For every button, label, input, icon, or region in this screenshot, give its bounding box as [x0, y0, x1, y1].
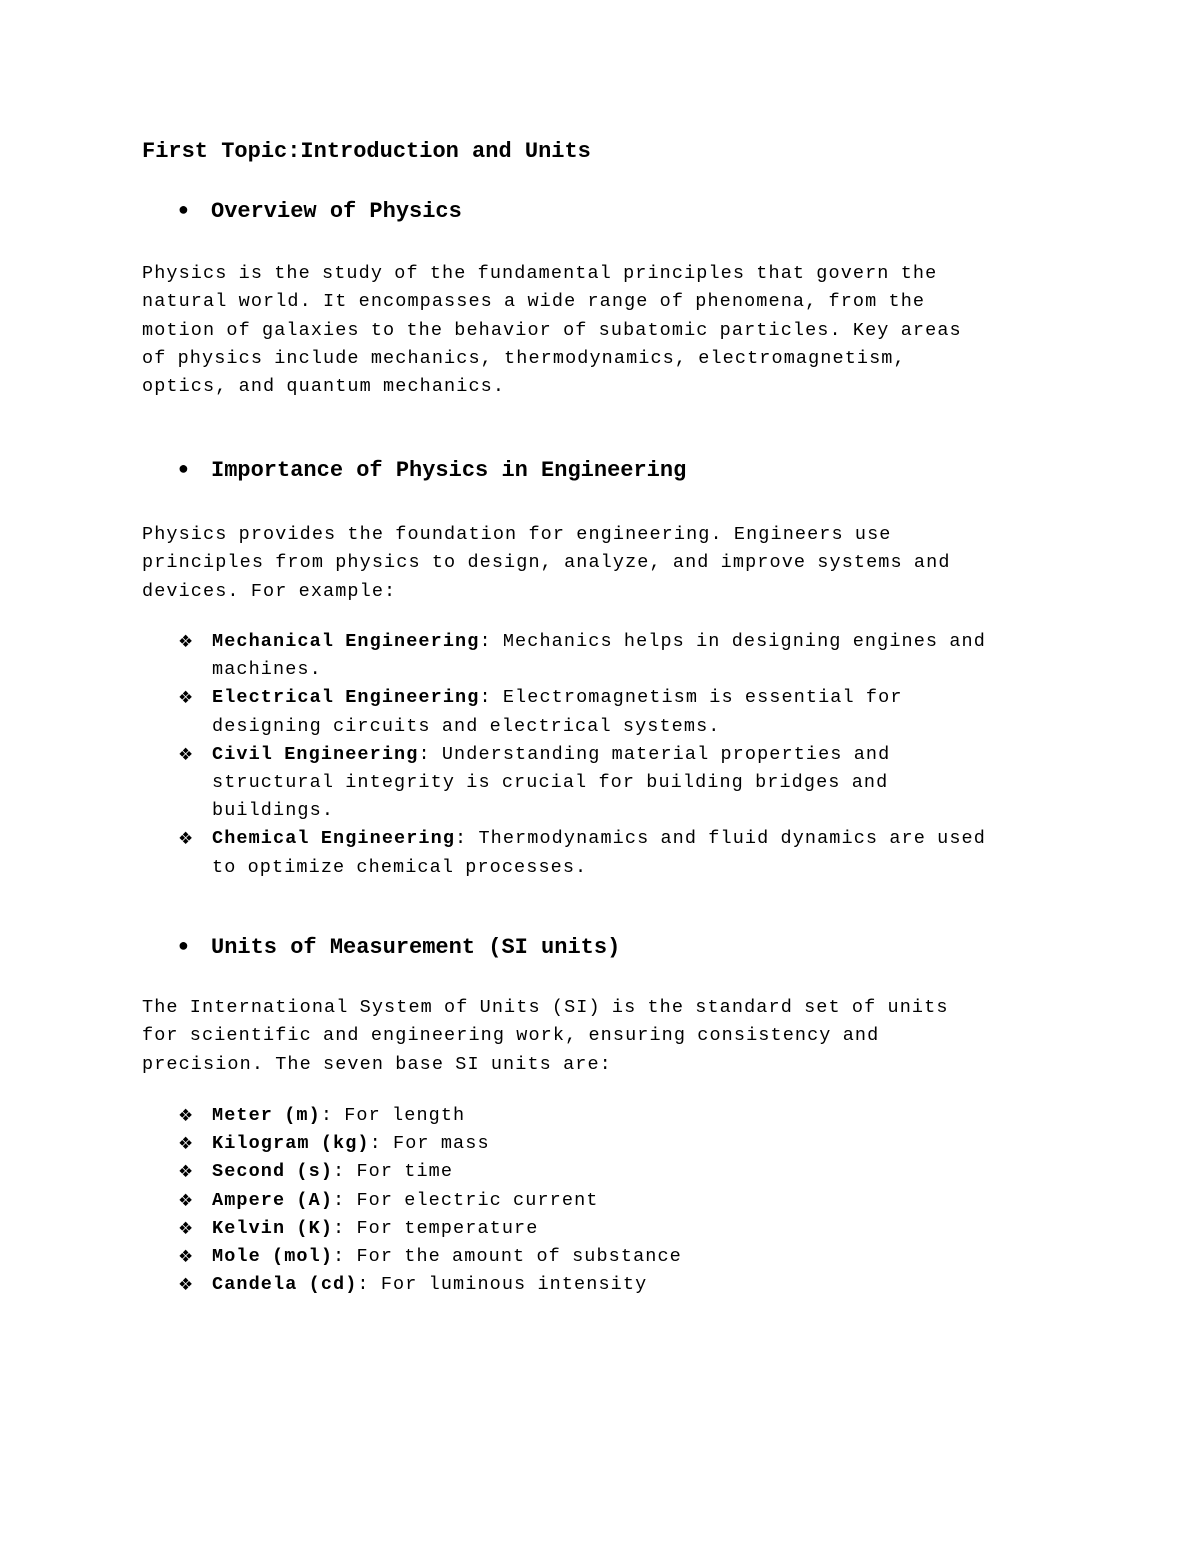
diamond-bullet-icon: ❖ [178, 1247, 194, 1268]
diamond-bullet-icon: ❖ [178, 1275, 194, 1296]
section-heading-units [178, 935, 620, 960]
item-term: Kilogram (kg) [212, 1133, 370, 1155]
item-text: For temperature [356, 1217, 539, 1239]
diamond-bullet-icon: ❖ [178, 1218, 194, 1239]
list-item: ❖ Mechanical Engineering: Mechanics helps in designing engines and machines. [178, 628, 986, 684]
document-title: First Topic:Introduction and Units [142, 139, 591, 164]
bullet-icon: ● [178, 460, 189, 480]
item-text: For the amount of substance [356, 1246, 682, 1268]
paragraph-line: motion of galaxies to the behavior of subatomic particles. Key areas [142, 319, 962, 341]
list-item: ❖ Candela (cd): For luminous intensity [178, 1271, 682, 1299]
item-term: Electrical Engineering [212, 687, 480, 709]
paragraph-line: devices. For example: [142, 580, 397, 602]
diamond-bullet-icon: ❖ [178, 1134, 194, 1155]
list-item: ❖ Second (s): For time [178, 1158, 682, 1186]
paragraph-line: optics, and quantum mechanics. [142, 376, 506, 398]
diamond-bullet-icon: ❖ [178, 1190, 194, 1211]
diamond-bullet-icon: ❖ [178, 1162, 194, 1183]
item-term: Ampere (A) [212, 1189, 334, 1211]
list-item: ❖ Kilogram (kg): For mass [178, 1130, 682, 1158]
item-text: For time [356, 1161, 454, 1183]
bullet-icon: ● [178, 201, 189, 221]
list-item: ❖ Ampere (A): For electric current [178, 1187, 682, 1215]
list-item: ❖ Chemical Engineering: Thermodynamics and fluid dynamics are used to optimize chemical processes. [178, 825, 986, 881]
diamond-bullet-icon: ❖ [178, 632, 194, 652]
item-text: Electromagnetism is essential for [502, 687, 903, 709]
item-term: Civil Engineering [212, 743, 419, 765]
section-heading-text: Importance of Physics in Engineering [211, 458, 687, 483]
item-text: For mass [393, 1133, 490, 1155]
list-item: ❖ Kelvin (K): For temperature [178, 1215, 682, 1243]
paragraph-line: of physics include mechanics, thermodynamics, electromagnetism, [142, 347, 906, 369]
item-text: Understanding material properties and [441, 743, 891, 765]
list-item: ❖ Electrical Engineering: Electromagnetism is essential for designing circuits and electrical systems. [178, 684, 986, 740]
list-item: ❖ Civil Engineering: Understanding material properties and structural integrity is crucial for building bridges and buildings. [178, 741, 986, 826]
item-term: Chemical Engineering [212, 828, 456, 850]
paragraph-line: principles from physics to design, analyze, and improve systems and [142, 552, 951, 574]
section-heading-text: Units of Measurement (SI units) [211, 935, 621, 960]
section-heading-importance [178, 458, 686, 483]
diamond-bullet-icon: ❖ [178, 829, 194, 850]
paragraph-line: for scientific and engineering work, ensuring consistency and [142, 1025, 880, 1047]
item-term: Mechanical Engineering [212, 631, 480, 652]
diamond-bullet-icon: ❖ [178, 688, 194, 709]
paragraph-line: precision. The seven base SI units are: [142, 1053, 612, 1075]
item-text: structural integrity is crucial for building bridges and [212, 772, 889, 794]
list-item: ❖ Mole (mol): For the amount of substance [178, 1243, 682, 1271]
item-text: Mechanics helps in designing engines and [502, 631, 986, 652]
list-item: ❖ Meter (m): For length [178, 1102, 682, 1130]
paragraph-line: Physics provides the foundation for engineering. Engineers use [142, 524, 892, 545]
item-text: designing circuits and electrical systems. [212, 715, 721, 737]
paragraph-line: The International System of Units (SI) is the standard set of units [142, 997, 949, 1018]
paragraph-line: natural world. It encompasses a wide range of phenomena, from the [142, 291, 926, 313]
item-term: Meter (m) [212, 1105, 321, 1126]
item-text: For length [344, 1105, 466, 1126]
diamond-bullet-icon: ❖ [178, 1106, 194, 1126]
item-text: buildings. [212, 800, 335, 822]
item-text: machines. [212, 659, 322, 681]
item-term: Candela (cd) [212, 1274, 358, 1296]
si-units-list [178, 1102, 682, 1299]
item-text: For luminous intensity [380, 1274, 648, 1296]
bullet-icon: ● [178, 937, 189, 957]
diamond-bullet-icon: ❖ [178, 744, 194, 765]
item-text: to optimize chemical processes. [212, 856, 588, 878]
paragraph-line: Physics is the study of the fundamental principles that govern the [142, 263, 938, 284]
item-term: Mole (mol) [212, 1246, 334, 1268]
units-paragraph [142, 994, 1062, 1079]
item-text: Thermodynamics and fluid dynamics are used [478, 828, 986, 850]
item-text: For electric current [356, 1189, 599, 1211]
engineering-list [178, 628, 986, 882]
section-heading-text: Overview of Physics [211, 199, 462, 224]
section-heading-overview [178, 199, 462, 224]
overview-paragraph [142, 260, 1062, 401]
item-term: Kelvin (K) [212, 1217, 334, 1239]
item-term: Second (s) [212, 1161, 334, 1183]
importance-paragraph [142, 521, 1062, 606]
